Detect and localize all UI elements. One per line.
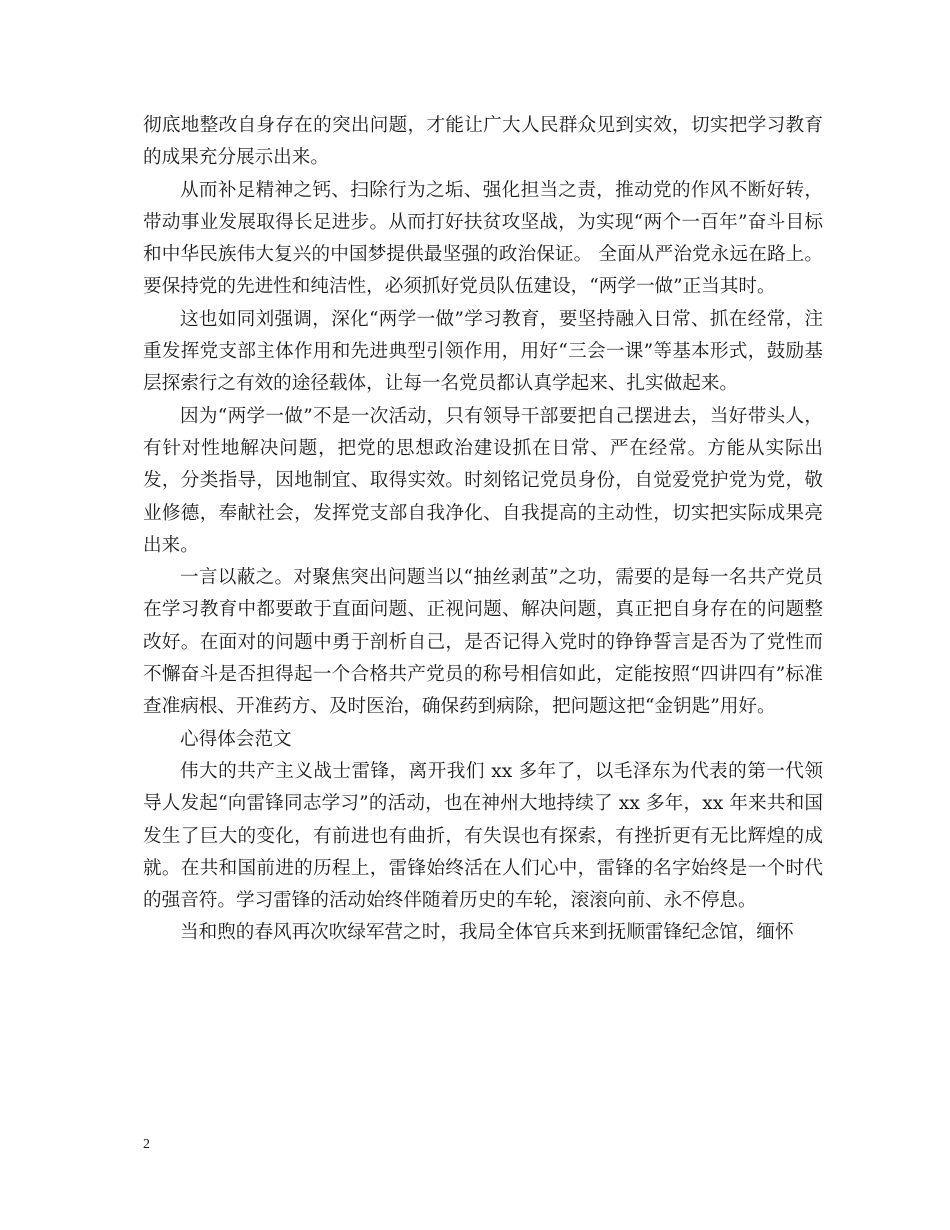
paragraph-5: 一言以蔽之。对聚焦突出问题当以“抽丝剥茧”之功，需要的是每一名共产党员在学习教育中都要敢于直面问题、正视问题、解决问题，真正把自身存在的问题整改好。在面对的问题中勇于剖析自己，是否记得入党时的铮铮誓言是否为了党性而不懈奋斗是否担得起一个合格共产党员的称号相信如此，定能按照“四讲四有”标准查准病根、开准药方、及时医治，确保药到病除，把问题这把“金钥匙”用好。 (143, 567, 823, 718)
paragraph-3: 这也如同刘强调，深化“两学一做”学习教育，要坚持融入日常、抓在经常，注重发挥党支部主体作用和先进典型引领作用，用好“三会一课”等基本形式，鼓励基层探索行之有效的途径载体，让每一名党员都认真学起来、扎实做起来。 (143, 308, 823, 395)
section-heading: 心得体会范文 (180, 728, 292, 750)
body-text (143, 110, 823, 950)
paragraph-7: 当和煦的春风再次吹绿军营之时，我局全体官兵来到抚顺雷锋纪念馆，缅怀 (180, 922, 794, 944)
paragraph-2: 从而补足精神之钙、扫除行为之垢、强化担当之责，推动党的作风不断好转，带动事业发展取得长足进步。从而打好扶贫攻坚战，为实现“两个一百年”奋斗目标和中华民族伟大复兴的中国梦提供最坚强的政治保证。 全面从严治党永远在路上。要保持党的先进性和纯洁性，必须抓好党员队伍建设，“两学一做”正当其时。 (143, 179, 823, 298)
paragraph-1: 彻底地整改自身存在的突出问题，才能让广大人民群众见到实效，切实把学习教育的成果充分展示出来。 (143, 115, 823, 169)
paragraph-4: 因为“两学一做”不是一次活动，只有领导干部要把自己摆进去，当好带头人，有针对性地解决问题，把党的思想政治建设抓在日常、严在经常。方能从实际出发，分类指导，因地制宜、取得实效。时刻铭记党员身份，自觉爱党护党为党，敬业修德，奉献社会，发挥党支部自我净化、自我提高的主动性，切实把实际成果亮出来。 (143, 405, 823, 556)
paragraph-6: 伟大的共产主义战士雷锋，离开我们 xx 多年了，以毛泽东为代表的第一代领导人发起“向雷锋同志学习”的活动，也在神州大地持续了 xx 多年，xx 年来共和国发生了巨大的变化，有前进也有曲折，有失误也有探索，有挫折更有无比辉煌的成就。在共和国前进的历程上，雷锋始终活在人们心中，雷锋的名字始终是一个时代的强音符。学习雷锋的活动始终伴随着历史的车轮，滚滚向前、永不停息。 (143, 760, 823, 912)
page-number: 2 (143, 1137, 150, 1152)
